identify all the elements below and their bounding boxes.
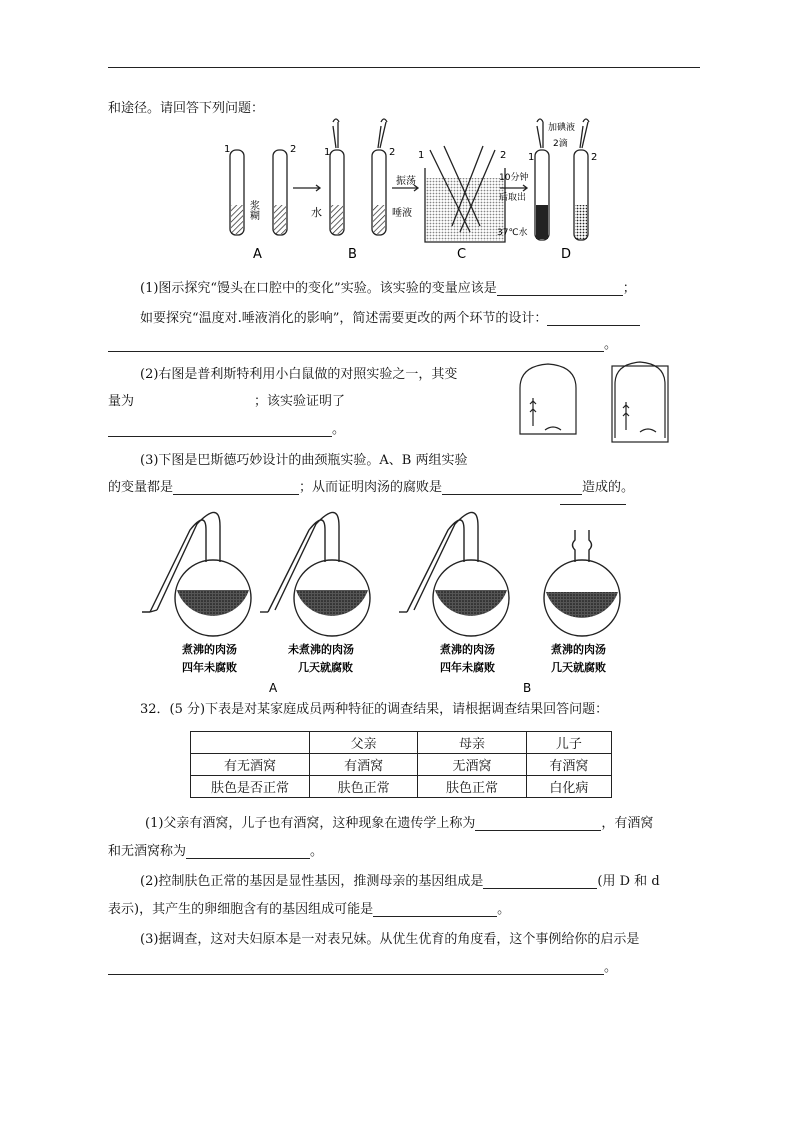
q32-s3-line: [108, 956, 617, 975]
q32-blank-4[interactable]: [373, 916, 497, 917]
tube-num-b1: 1: [324, 147, 331, 158]
iodine-label: 加碘液: [548, 123, 576, 133]
tube-num-a1: 1: [224, 144, 231, 155]
tube-num-d2: 2: [591, 152, 598, 163]
flask-4-cap-1: 煮沸的肉汤: [551, 643, 606, 656]
flask-3-cap-1: 煮沸的肉汤: [440, 643, 495, 656]
group-b-label: B: [523, 681, 532, 695]
water-label: 水: [311, 206, 322, 219]
q3-line1: (3)下图是巴斯德巧妙设计的曲颈瓶实验。A、B 两组实验: [140, 453, 468, 468]
drops-label: 2滴: [553, 139, 568, 149]
q2-line1: (2)右图是普利斯特利用小白鼠做的对照实验之一，其变: [140, 367, 458, 382]
table-cell: 有酒窝: [310, 754, 418, 776]
q3-line2-text: 的变量都是: [108, 480, 174, 495]
q32-s1-text: (1)父亲有酒窝，儿子也有酒窝，这种现象在遗传学上称为: [145, 816, 476, 831]
q32-s1-end: ，有酒窝: [601, 816, 654, 831]
q32-blank-3[interactable]: [483, 888, 597, 889]
broth-3: [435, 590, 507, 616]
flask-4-neck: [573, 530, 592, 562]
tube-num-c2: 2: [500, 150, 507, 161]
intro-text: 和途径。请回答下列问题：: [108, 101, 265, 116]
temp-label: 37℃水: [497, 228, 528, 238]
q32-title: 32．(5 分)下表是对某家庭成员两种特征的调查结果，请根据调查结果回答问题：: [140, 702, 609, 717]
q3-line2-end: 造成的。: [582, 480, 635, 495]
q32-s2b-end: 。: [497, 902, 511, 917]
broth-2: [296, 590, 368, 616]
flask-2-cap-2: 几天就腐败: [298, 661, 353, 674]
q32-s3: (3)据调查，这对夫妇原本是一对表兄妹。从优生优育的角度看，这个事例给你的启示是: [140, 932, 640, 947]
q32-blank-5[interactable]: [108, 974, 604, 975]
table-cell: 有无酒窝: [191, 754, 310, 776]
table-cell: 肤色是否正常: [191, 776, 310, 798]
table-cell: 无酒窝: [418, 754, 526, 776]
table-cell: 肤色正常: [310, 776, 418, 798]
q32-s1b-text: 和无酒窝称为: [108, 844, 187, 859]
broth-1: [177, 590, 249, 616]
q1-line3-end: 。: [604, 337, 618, 352]
table-row: [191, 732, 612, 754]
tube-num-d1: 1: [528, 152, 535, 163]
shake-label: 振荡: [396, 176, 416, 187]
take-out-label: 后取出: [499, 193, 527, 203]
q1-line2-text: 如要探究“温度对.唾液消化的影响”，简述需要更改的两个环节的设计：: [140, 311, 548, 326]
q32-s2: [140, 870, 660, 889]
table-header-cell: 父亲: [310, 732, 418, 754]
table-row: [191, 754, 612, 776]
saliva-label: 唾液: [392, 208, 412, 219]
table-row: [191, 776, 612, 798]
q2-line3-end: 。: [332, 422, 346, 437]
table-cell: 肤色正常: [418, 776, 526, 798]
table-cell: 白化病: [526, 776, 611, 798]
table-header-cell: 母亲: [418, 732, 526, 754]
table-header-cell: 儿子: [526, 732, 611, 754]
group-a-label: A: [269, 681, 278, 695]
table-header-cell: [191, 732, 310, 754]
flask-4-cap-2: 几天就腐败: [551, 661, 606, 674]
tube-num-b2: 2: [389, 147, 396, 158]
q32-s2-end: (用 D 和 d: [597, 874, 660, 889]
q32-s1b-end: 。: [310, 844, 324, 859]
q1-line1-text: (1)图示探究“馒头在口腔中的变化”实验。该实验的变量应该是: [140, 281, 497, 296]
q32-s2b-text: 表示)，其产生的卵细胞含有的基因组成可能是: [108, 902, 374, 917]
q1-line1-end: ；: [622, 281, 636, 296]
q2-line2-text: 量为: [108, 394, 135, 409]
q32-s2b: [108, 898, 510, 917]
flask-3-cap-2: 四年未腐败: [440, 661, 495, 674]
q32-s3-end: 。: [604, 960, 618, 975]
q32-s1: [145, 812, 653, 831]
fig-label-c: C: [457, 247, 467, 262]
q32-blank-2[interactable]: [186, 858, 310, 859]
fig-label-d: D: [561, 247, 572, 262]
table-cell: 有酒窝: [526, 754, 611, 776]
q2-line2-end: ；该实验证明了: [254, 394, 346, 409]
broth-4: [546, 592, 618, 618]
fig-label-a: A: [253, 247, 262, 262]
tube-num-a2: 2: [290, 144, 297, 155]
q32-s1b: [108, 840, 323, 859]
ten-min-label: 10分钟: [499, 173, 529, 183]
flask-1-cap-1: 煮沸的肉汤: [182, 643, 237, 656]
q3-line2-mid: ；从而证明肉汤的腐败是: [299, 480, 443, 495]
q32-blank-1[interactable]: [475, 830, 601, 831]
tube-num-c1: 1: [418, 150, 425, 161]
flask-1-cap-2: 四年未腐败: [182, 661, 237, 674]
survey-table: [190, 731, 612, 798]
q32-s2-text: (2)控制肤色正常的基因是显性基因，推测母亲的基因组成是: [140, 874, 484, 889]
flask-2-cap-1: 未煮沸的肉汤: [288, 643, 354, 656]
paste-label: 浆糊: [247, 200, 259, 220]
fig-label-b: B: [348, 247, 357, 262]
